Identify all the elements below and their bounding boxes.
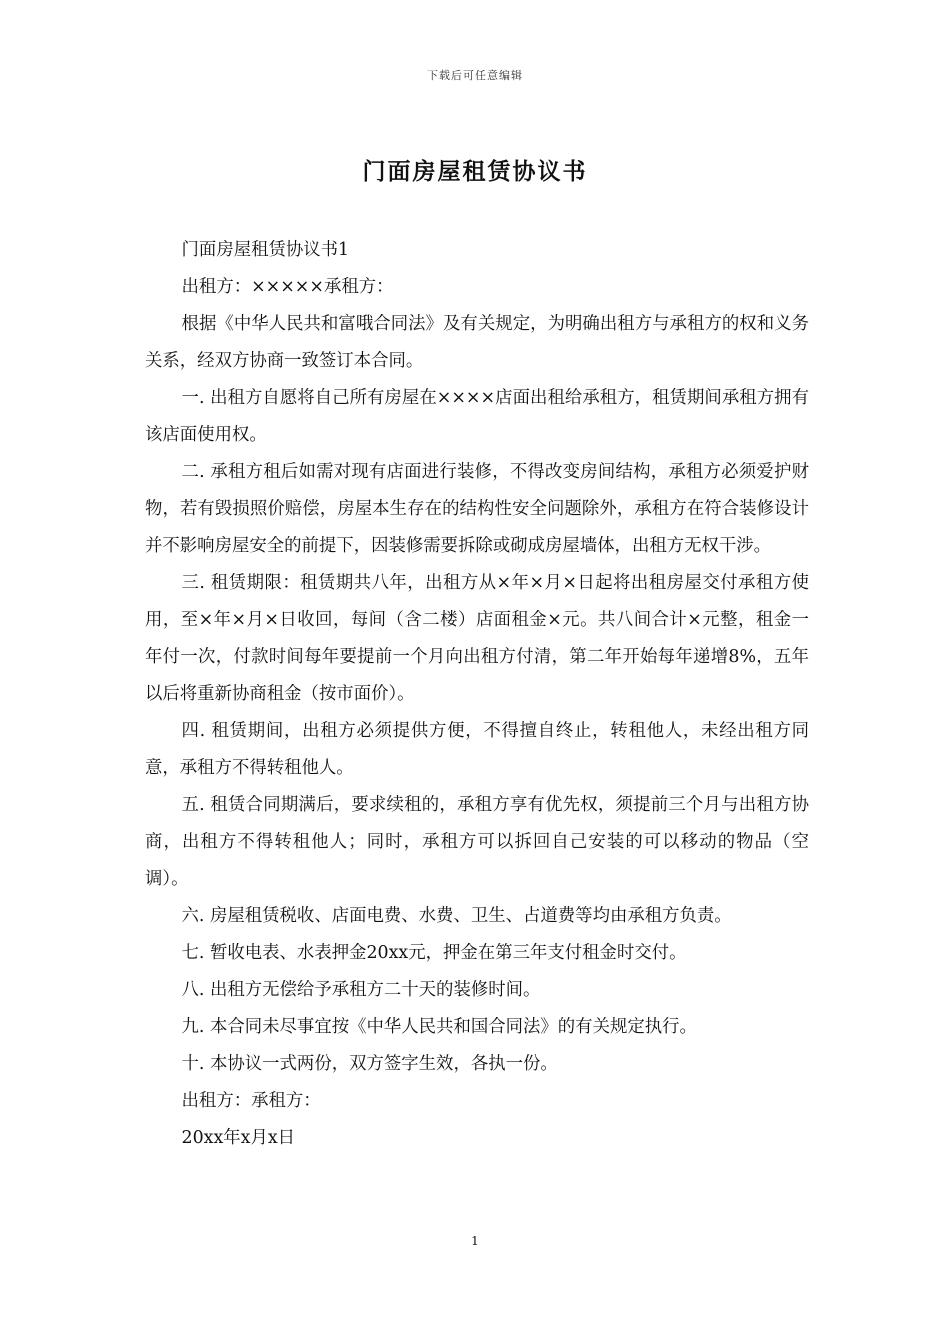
date-line: 20xx年x月x日 [181,1128,296,1148]
document-body [145,232,809,1157]
clause-3: 三. 租赁期限：租赁期共八年，出租方从×年×月×日起将出租房屋交付承租方使用，至×年×月×日收回，每间（含二楼）店面租金×元。共八间合计×元整，租金一年付一次，付款时间每年要提前一个月向出租方付清，第二年开始每年递增8%，五年以后将重新协商租金（按市面价）。 [145,573,809,704]
page-header: 下载后可任意编辑 [427,69,523,82]
clause-2: 二. 承租方租后如需对现有店面进行装修，不得改变房间结构，承租方必须爱护财物，若有毁损照价赔偿，房屋本生存在的结构性安全问题除外，承租方在符合装修设计并不影响房屋安全的前提下，因装修需要拆除或砌成房屋墙体，出租方无权干涉。 [145,462,809,556]
clause-9: 九. 本合同未尽事宜按《中华人民共和国合同法》的有关规定执行。 [181,1017,697,1037]
clause-1: 一. 出租方自愿将自己所有房屋在××××店面出租给承租方，租赁期间承租方拥有该店面使用权。 [145,388,809,445]
parties-paragraph: 出租方：×××××承租方： [181,277,394,297]
signature-line: 出租方：承租方： [181,1091,321,1111]
clause-7: 七. 暂收电表、水表押金20xx元，押金在第三年支付租金时交付。 [181,943,687,963]
subtitle-paragraph: 门面房屋租赁协议书1 [181,240,350,260]
preamble-paragraph: 根据《中华人民共和富哦合同法》及有关规定，为明确出租方与承租方的权和义务关系，经双方协商一致签订本合同。 [145,314,809,371]
clause-5: 五. 租赁合同期满后，要求续租的，承租方享有优先权，须提前三个月与出租方协商，出租方不得转租他人；同时，承租方可以拆回自己安装的可以移动的物品（空调）。 [145,795,809,889]
clause-10: 十. 本协议一式两份，双方签字生效，各执一份。 [181,1054,558,1074]
clause-8: 八. 出租方无偿给予承租方二十天的装修时间。 [181,980,541,1000]
document-title: 门面房屋租赁协议书 [362,158,588,185]
clause-4: 四. 租赁期间，出租方必须提供方便，不得擅自终止，转租他人，未经出租方同意，承租方不得转租他人。 [145,721,809,778]
page-number: 1 [471,1234,479,1248]
clause-6: 六. 房屋租赁税收、店面电费、水费、卫生、占道费等均由承租方负责。 [181,906,732,926]
